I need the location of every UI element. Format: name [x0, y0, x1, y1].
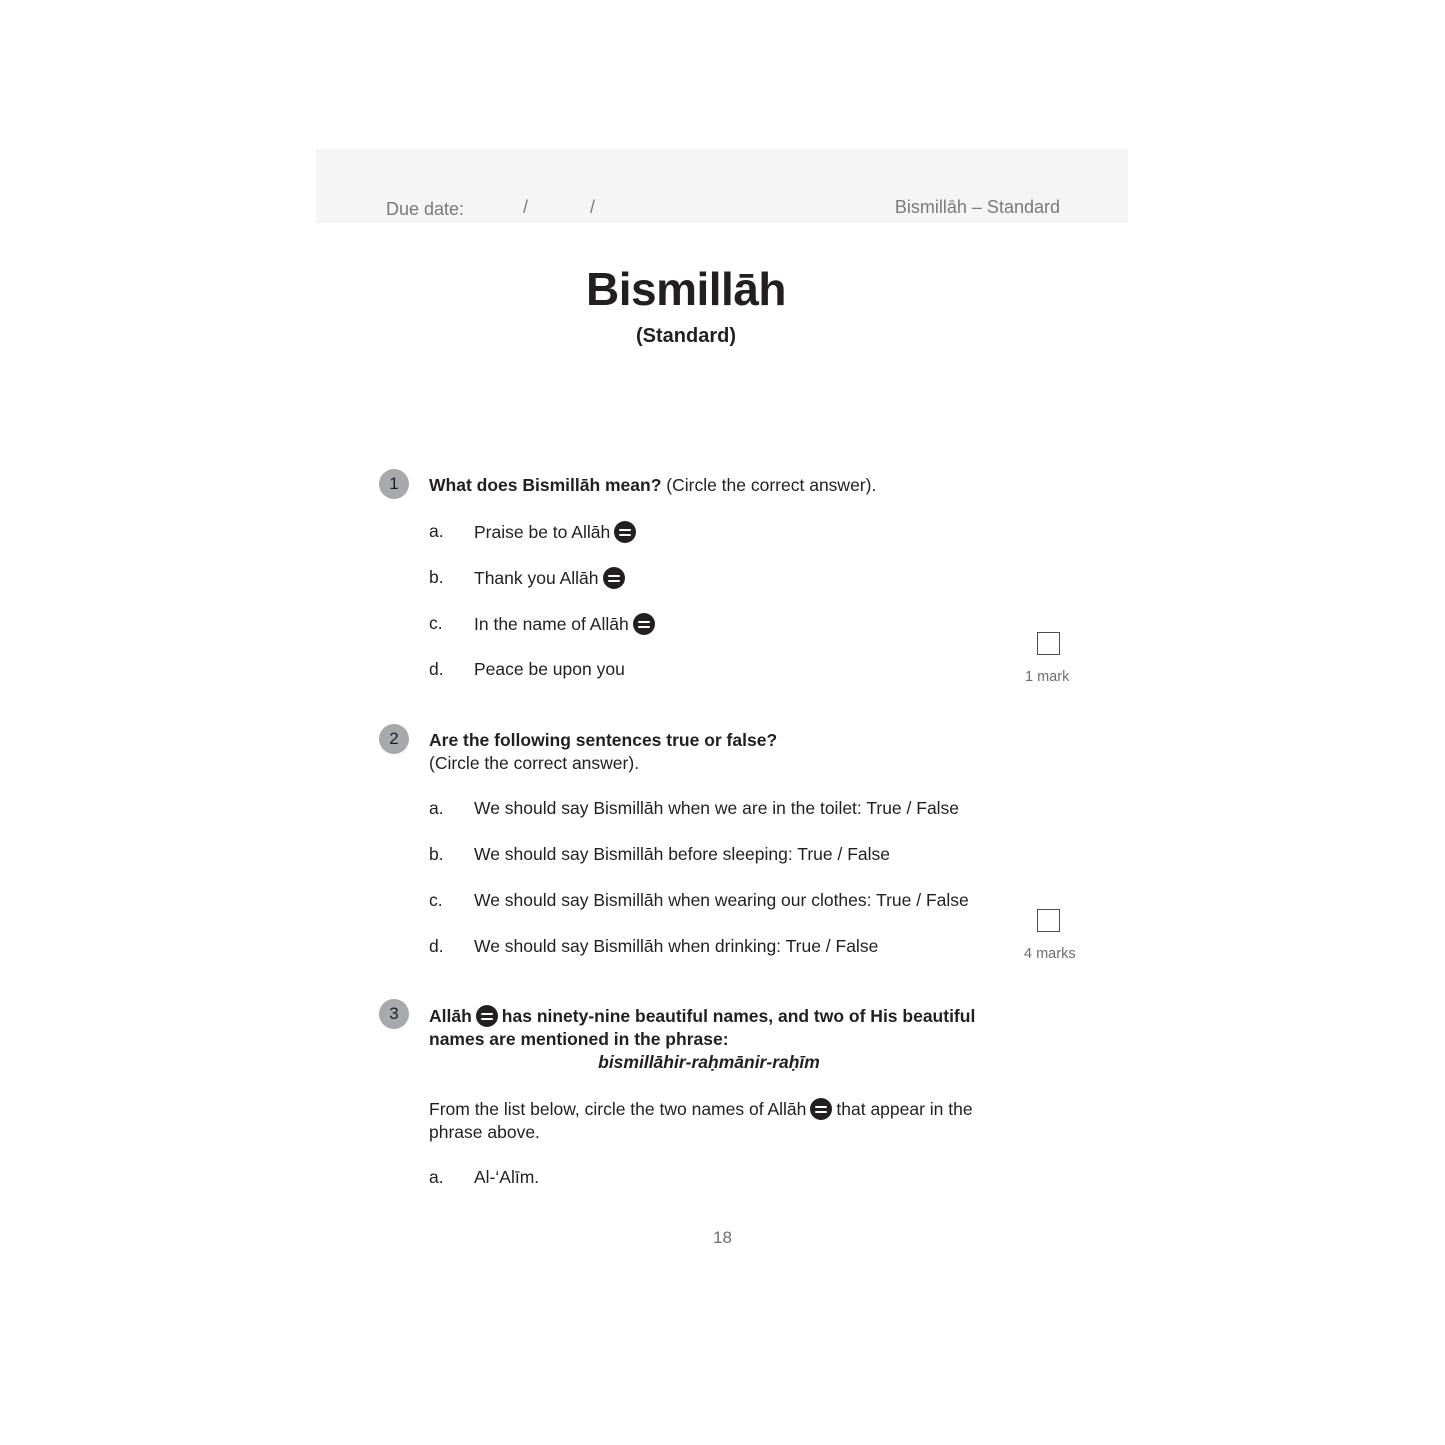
due-date-slash-2: / [590, 197, 596, 217]
q1-option-d[interactable] [474, 659, 625, 680]
due-date-slash-1: / [523, 197, 529, 217]
question-3-line2: names are mentioned in the phrase: [429, 1029, 729, 1049]
question-3-instruction [429, 1098, 973, 1144]
honorific-icon [476, 1005, 498, 1027]
q1-option-c-letter: c. [429, 613, 443, 633]
q2-mark-checkbox[interactable] [1037, 909, 1060, 932]
header-section-title: Bismillāh – Standard [894, 197, 1060, 217]
q2-option-d-letter: d. [429, 936, 444, 956]
q2-option-a[interactable]: We should say Bismillāh when we are in the toilet: True / False [474, 798, 960, 818]
q1-option-d-letter: d. [429, 659, 444, 679]
q1-option-c-text: In the name of Allāh [474, 614, 629, 634]
question-2-text [429, 729, 777, 775]
question-2-instruction: (Circle the correct answer). [429, 753, 640, 773]
question-3-phrase: bismillāhir-raḥmānir-raḥīm [598, 1052, 820, 1072]
question-3-allah: Allāh [429, 1006, 472, 1026]
q1-option-a[interactable] [474, 521, 636, 543]
q1-option-b-letter: b. [429, 567, 444, 587]
q2-option-a-letter: a. [429, 798, 444, 818]
q1-option-c[interactable] [474, 613, 655, 635]
honorific-icon [633, 613, 655, 635]
q1-option-a-letter: a. [429, 521, 444, 541]
honorific-icon [614, 521, 636, 543]
question-1-instruction: (Circle the correct answer). [661, 475, 877, 495]
q3-option-a-letter: a. [429, 1167, 444, 1187]
question-3-para-b: that appear in the [836, 1099, 973, 1119]
q1-option-a-text: Praise be to Allāh [474, 522, 611, 542]
q2-option-c-letter: c. [429, 890, 443, 910]
q1-option-d-text: Peace be upon you [474, 659, 625, 679]
question-number-2: 2 [379, 724, 409, 754]
q1-marks-label: 1 mark [1025, 669, 1070, 685]
question-3-text [429, 1005, 975, 1051]
q2-marks-label: 4 marks [1024, 946, 1076, 962]
q2-option-b-letter: b. [429, 844, 444, 864]
q1-mark-checkbox[interactable] [1037, 632, 1060, 655]
question-3-para-c: phrase above. [429, 1122, 540, 1142]
page-title: Bismillāh [585, 263, 786, 315]
question-3-para-a: From the list below, circle the two names of Allāh [429, 1099, 807, 1119]
question-number-3: 3 [379, 999, 409, 1029]
question-3-line1: has ninety-nine beautiful names, and two of His beautiful [501, 1006, 976, 1026]
honorific-icon [603, 567, 625, 589]
question-1-text [429, 474, 876, 497]
q3-option-a[interactable]: Al-‘Alīm. [474, 1167, 540, 1187]
due-date-label: Due date: [386, 199, 465, 219]
q2-option-d[interactable]: We should say Bismillāh when drinking: True / False [474, 936, 879, 956]
q1-option-b-text: Thank you Allāh [474, 568, 599, 588]
q1-option-b[interactable] [474, 567, 625, 589]
question-1-bold: What does Bismillāh mean? [429, 475, 662, 495]
page-number: 18 [713, 1228, 732, 1247]
q2-option-c[interactable]: We should say Bismillāh when wearing our clothes: True / False [474, 890, 969, 910]
q2-option-b[interactable]: We should say Bismillāh before sleeping: True / False [474, 844, 890, 864]
honorific-icon [810, 1098, 832, 1120]
question-2-bold: Are the following sentences true or false? [429, 730, 778, 750]
header-band [316, 149, 1128, 223]
page-subtitle: (Standard) [636, 325, 736, 347]
question-number-1: 1 [379, 469, 409, 499]
